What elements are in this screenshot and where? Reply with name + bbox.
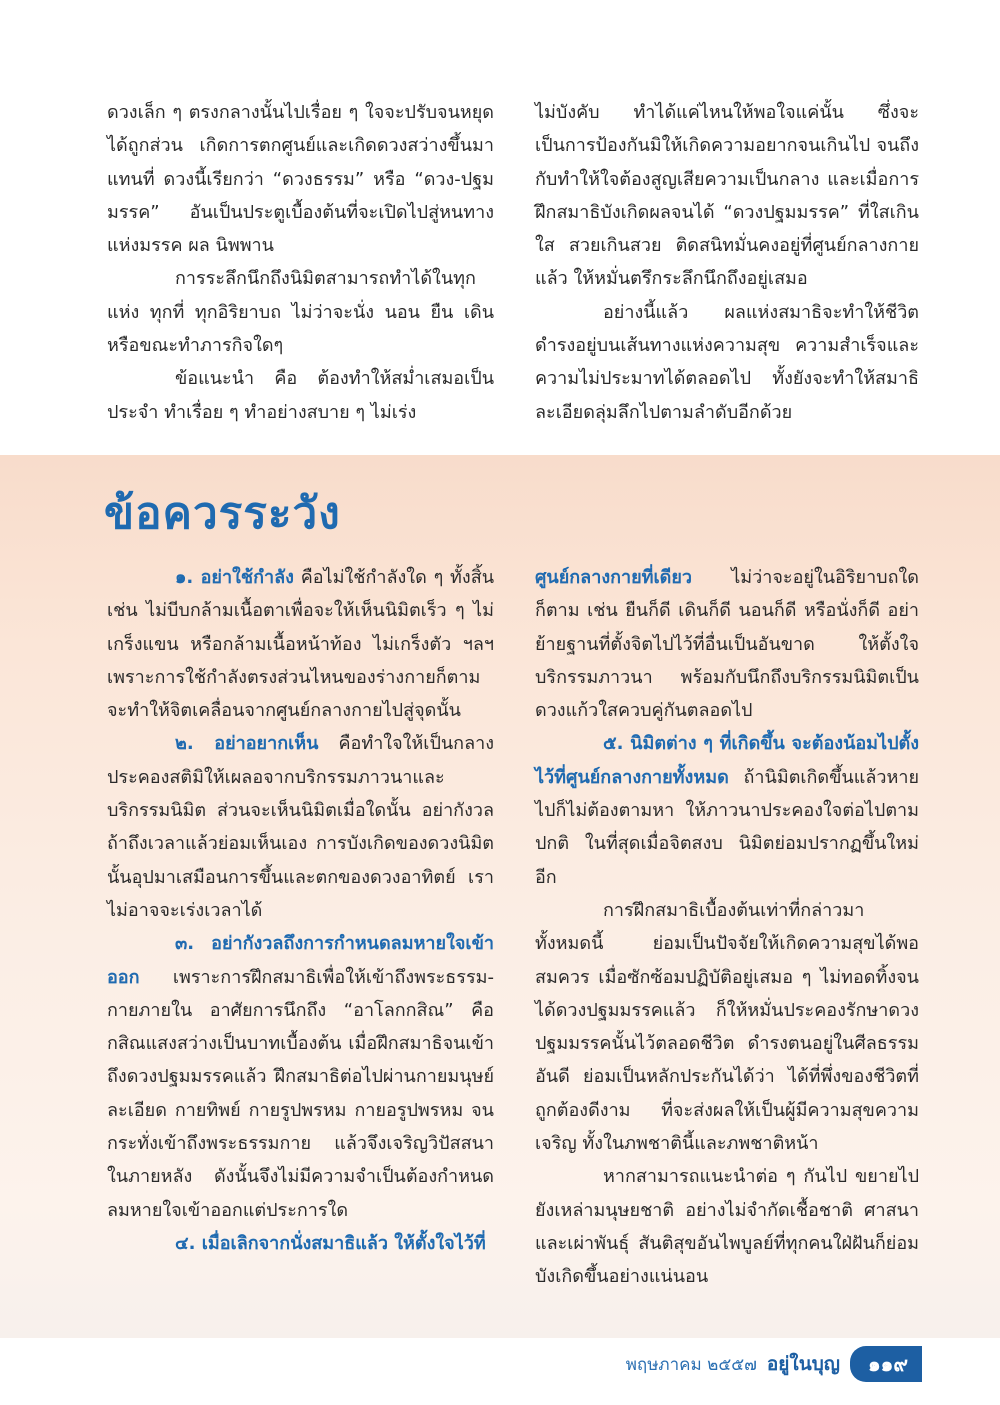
page-footer xyxy=(626,1346,922,1382)
caution-item-4-heading: ๔. เมื่อเลิกจากนั่งสมาธิแล้ว ให้ตั้งใจไว้ที่ xyxy=(175,1232,486,1254)
section-heading: ข้อควรระวัง xyxy=(104,488,341,539)
caution-item-4-body: ไม่ว่าจะอยู่ในอิริยาบถใดก็ตาม เช่น ยืนก็ดี เดินก็ดี นอนก็ดี หรือนั่งก็ดี อย่าย้ายฐานที่ตั้งจิตไปไว้ที่อื่นเป็นอันขาด ให้ตั้งใจบริกรรมภาวนา พร้อมกับนึกถึงบริกรรมนิมิตเป็นดวงแก้วใสควบคู่กันตลอดไป xyxy=(535,567,919,722)
caution-item-5-body: ถ้านิมิตเกิดขึ้นแล้วหายไปก็ไม่ต้องตามหา ให้ภาวนาประคองใจต่อไปตามปกติ ในที่สุดเมื่อจิตสงบ นิมิตย่อมปรากฏขึ้นใหม่อีก xyxy=(535,766,919,888)
caution-item-2 xyxy=(107,727,494,927)
caution-item-3-heading: ๓. อย่ากังวลถึงการกำหนดลมหายใจเข้าออก xyxy=(107,933,494,988)
caution-item-1 xyxy=(107,561,494,727)
top-section xyxy=(0,0,1000,455)
paragraph: ข้อแนะนำ คือ ต้องทำให้สม่ำเสมอเป็นประจำ ทำเรื่อย ๆ ทำอย่างสบาย ๆ ไม่เร่ง xyxy=(107,368,494,423)
caution-left-column xyxy=(107,561,494,1260)
caution-item-4 xyxy=(107,1227,494,1260)
paragraph: หากสามารถแนะนำต่อ ๆ กันไป ขยายไปยังเหล่ามนุษยชาติ อย่างไม่จำกัดเชื้อชาติ ศาสนา และเผ่าพันธุ์ สันติสุขอันไพบูลย์ที่ทุกคนใฝ่ฝันก็ย่อมบังเกิดขึ้นอย่างแน่นอน xyxy=(535,1166,919,1288)
caution-item-1-heading: ๑. อย่าใช้กำลัง xyxy=(175,567,294,588)
top-right-column xyxy=(535,96,919,429)
caution-item-2-heading: ๒. อย่าอยากเห็น xyxy=(175,733,319,755)
caution-right-column xyxy=(535,561,919,1294)
paragraph: การฝึกสมาธิเบื้องต้นเท่าที่กล่าวมาทั้งหมดนี้ ย่อมเป็นปัจจัยให้เกิดความสุขได้พอสมควร เมื่อซักซ้อมปฏิบัติอยู่เสมอ ๆ ไม่ทอดทิ้งจนได้ดวงปฐมมรรคแล้ว ก็ให้หมั่นประคองรักษาดวงปฐมมรรคนั้นไว้ตลอดชีวิต ดำรงตนอยู่ในศีลธรรมอันดี ย่อมเป็นหลักประกันได้ว่า ได้ที่พึ่งของชีวิตที่ถูกต้องดีงาม ที่จะส่งผลให้เป็นผู้มีความสุขความเจริญ ทั้งในภพชาตินี้และภพชาติหน้า xyxy=(535,899,919,1155)
paragraph: อย่างนี้แล้ว ผลแห่งสมาธิจะทำให้ชีวิตดำรงอยู่บนเส้นทางแห่งความสุข ความสำเร็จและความไม่ประมาทได้ตลอดไป ทั้งยังจะทำให้สมาธิละเอียดลุ่มลึกไปตามลำดับอีกด้วย xyxy=(535,301,919,423)
caution-item-3 xyxy=(107,927,494,1227)
caution-item-5 xyxy=(535,727,919,893)
issue-date: พฤษภาคม ๒๕๕๗ xyxy=(625,1354,757,1375)
top-left-column xyxy=(107,96,494,429)
caution-item-3-body: เพราะการฝึกสมาธิเพื่อให้เข้าถึงพระธรรม-กายภายใน อาศัยการนึกถึง “อาโลกกสิณ” คือกสิณแสงสว่างเป็นบาทเบื้องต้น เมื่อฝึกสมาธิจนเข้าถึงดวงปฐมมรรคแล้ว ฝึกสมาธิต่อไปผ่านกายมนุษย์ละเอียด กายทิพย์ กายรูปพรหม กายอรูปพรหม จนกระทั่งเข้าถึงพระธรรมกาย แล้วจึงเจริญวิปัสสนาในภายหลัง ดังนั้นจึงไม่มีความจำเป็นต้องกำหนดลมหายใจเข้าออกแต่ประการใด xyxy=(107,966,494,1221)
caution-item-4-heading-cont: ศูนย์กลางกายที่เดียว xyxy=(535,567,693,588)
caution-item-5-heading: ๕. นิมิตต่าง ๆ ที่เกิดขึ้น จะต้องน้อมไปตั้งไว้ที่ศูนย์กลางกายทั้งหมด xyxy=(535,733,919,788)
paragraph: ดวงเล็ก ๆ ตรงกลางนั้นไปเรื่อย ๆ ใจจะปรับจนหยุดได้ถูกส่วน เกิดการตกศูนย์และเกิดดวงสว่างขึ้นมาแทนที่ ดวงนี้เรียกว่า “ดวงธรรม” หรือ “ดวง-ปฐมมรรค” อันเป็นประตูเบื้องต้นที่จะเปิดไปสู่หนทางแห่งมรรค ผล นิพพาน xyxy=(107,102,494,257)
page-number: ๑๑๙ xyxy=(850,1346,922,1382)
paragraph: ไม่บังคับ ทำได้แค่ไหนให้พอใจแค่นั้น ซึ่งจะเป็นการป้องกันมิให้เกิดความอยากจนเกินไป จนถึงกับทำให้ใจต้องสูญเสียความเป็นกลาง และเมื่อการฝึกสมาธิบังเกิดผลจนได้ “ดวงปฐมมรรค” ที่ใสเกินใส สวยเกินสวย ติดสนิทมั่นคงอยู่ที่ศูนย์กลางกายแล้ว ให้หมั่นตรึกระลึกนึกถึงอยู่เสมอ xyxy=(535,102,919,290)
caution-item-1-body: คือไม่ใช้กำลังใด ๆ ทั้งสิ้น เช่น ไม่บีบกล้ามเนื้อตาเพื่อจะให้เห็นนิมิตเร็ว ๆ ไม่เกร็งแขน หรือกล้ามเนื้อหน้าท้อง ไม่เกร็งตัว ฯลฯ เพราะการใช้กำลังตรงส่วนไหนของร่างกายก็ตาม จะทำให้จิตเคลื่อนจากศูนย์กลางกายไปสู่จุดนั้น xyxy=(107,567,494,722)
magazine-name: อยู่ในบุญ xyxy=(766,1353,840,1375)
caution-item-2-body: คือทำใจให้เป็นกลาง ประคองสติมิให้เผลอจากบริกรรมภาวนาและบริกรรมนิมิต ส่วนจะเห็นนิมิตเมื่อใดนั้น อย่ากังวล ถ้าถึงเวลาแล้วย่อมเห็นเอง การบังเกิดของดวงนิมิตนั้นอุปมาเสมือนการขึ้นและตกของดวงอาทิตย์ เราไม่อาจจะเร่งเวลาได้ xyxy=(107,733,494,921)
caution-item-4-continued xyxy=(535,561,919,727)
paragraph: การระลึกนึกถึงนิมิตสามารถทำได้ในทุกแห่ง ทุกที่ ทุกอิริยาบถ ไม่ว่าจะนั่ง นอน ยืน เดิน หรือขณะทำภารกิจใดๆ xyxy=(107,268,494,357)
